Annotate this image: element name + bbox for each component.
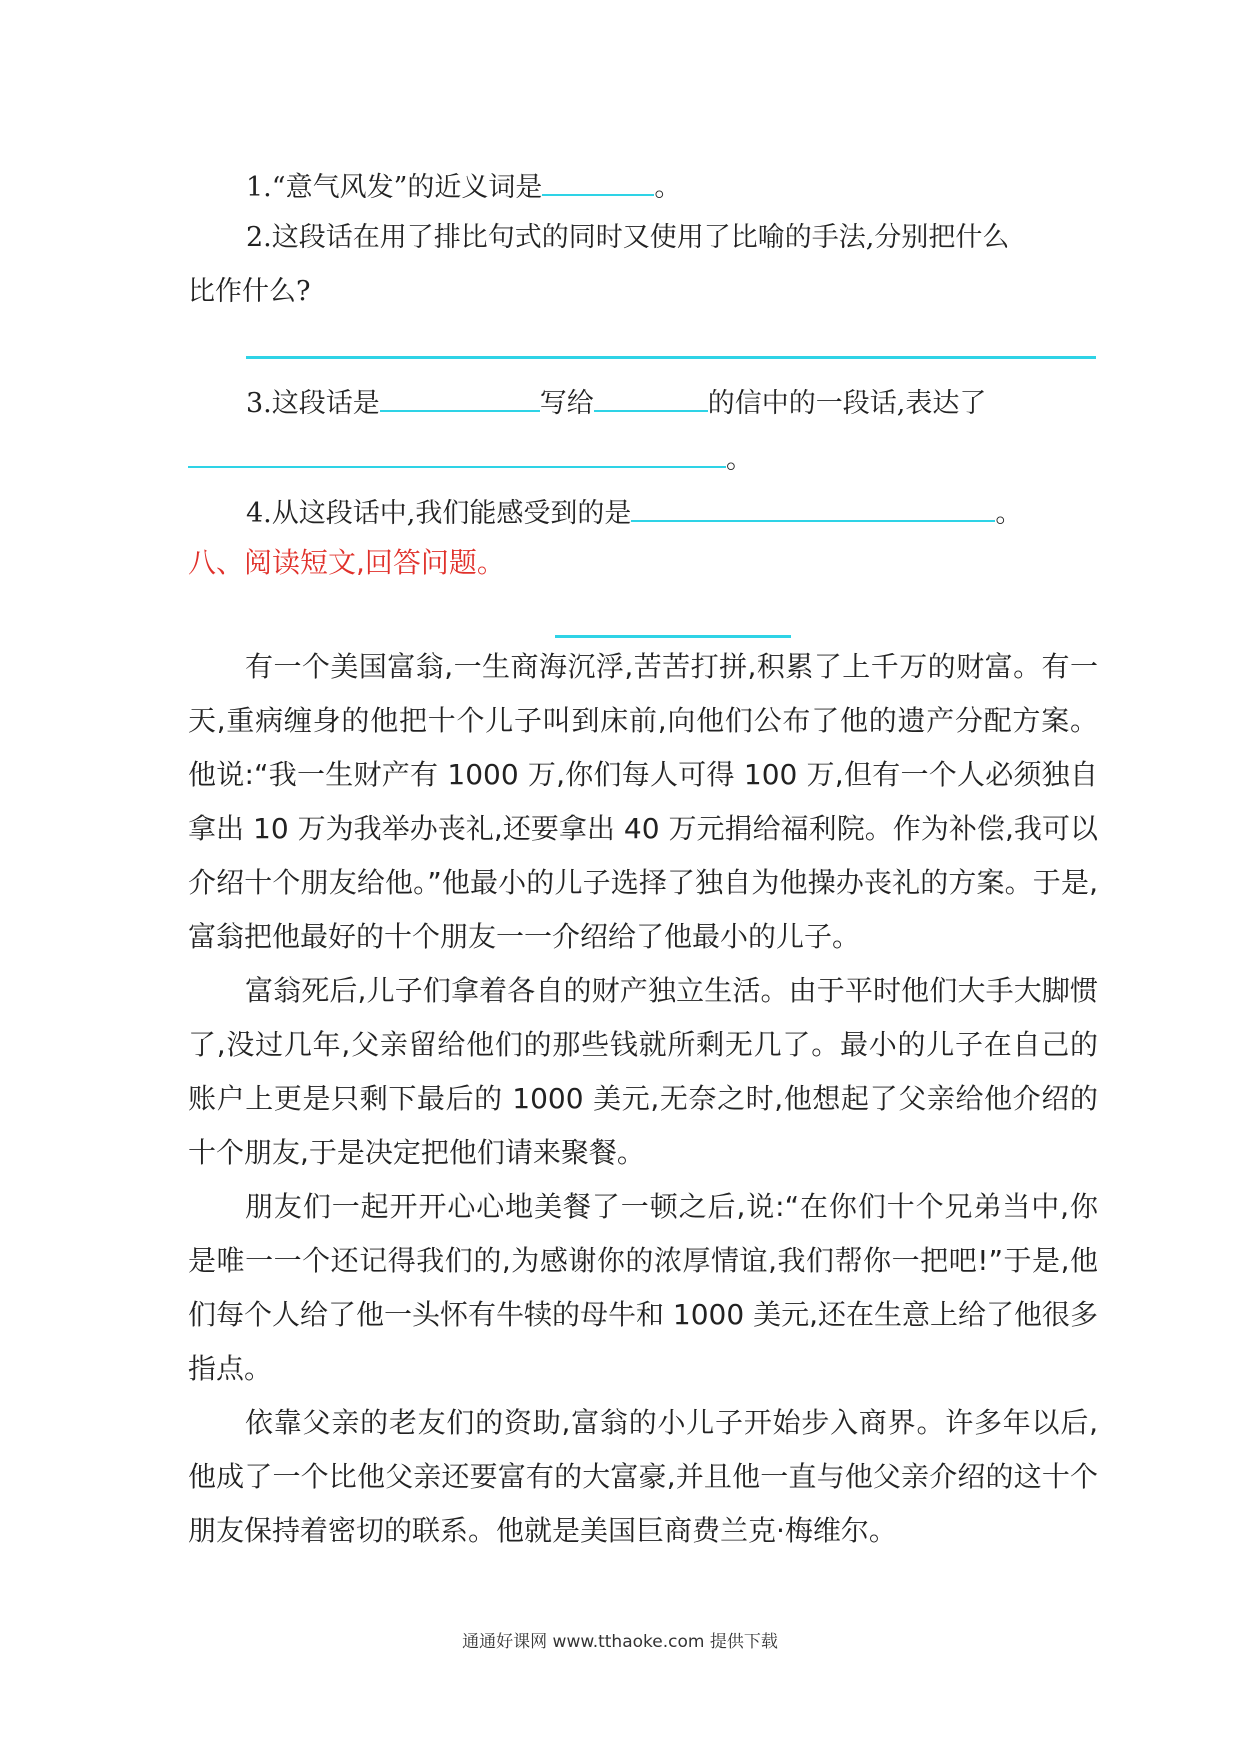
passage-paragraph-4: 依靠父亲的老友们的资助,富翁的小儿子开始步入商界。许多年以后,他成了一个比他父亲还要富有的大富豪,并且他一直与他父亲介绍的这十个朋友保持着密切的联系。他就是美国巨商费兰克·梅维尔。 (188, 1406, 1098, 1547)
answer-blank-3c[interactable] (188, 436, 726, 468)
question-1 (246, 164, 681, 208)
passage-paragraph-1: 有一个美国富翁,一生商海沉浮,苦苦打拼,积累了上千万的财富。有一天,重病缠身的他把十个儿子叫到床前,向他们公布了他的遗产分配方案。他说:“我一生财产有 1000 万,你们每人可得 100 万,但有一个人必须独自拿出 10 万为我举办丧礼,还要拿出 40 万元捐给福利院。作为补偿,我可以介绍十个朋友给他。”他最小的儿子选择了独自为他操办丧礼的方案。于是,富翁把他最好的十个朋友一一介绍给了他最小的儿子。 (188, 650, 1098, 953)
title-answer-line[interactable] (555, 635, 791, 638)
answer-blank-4[interactable] (631, 490, 995, 522)
question-3-end: 。 (726, 444, 753, 475)
question-4-text: 4.从这段话中,我们能感受到的是 (246, 498, 632, 529)
section-heading: 八、阅读短文,回答问题。 (188, 546, 505, 579)
question-3-part-2: 写给 (539, 388, 594, 419)
answer-blank-1[interactable] (542, 164, 654, 196)
question-1-text: 1.“意气风发”的近义词是 (246, 172, 543, 203)
question-2-text: 2.这段话在用了排比句式的同时又使用了比喻的手法,分别把什么 (246, 222, 1010, 253)
footer-credit: 通通好课网 www.tthaoke.com 提供下载 (462, 1632, 778, 1652)
question-2-line-1 (246, 218, 1009, 258)
answer-line-2[interactable] (246, 356, 1096, 359)
passage-paragraph-3: 朋友们一起开开心心地美餐了一顿之后,说:“在你们十个兄弟当中,你是唯一一个还记得我们的,为感谢你的浓厚情谊,我们帮你一把吧!”于是,他们每个人给了他一头怀有牛犊的母牛和 1000 美元,还在生意上给了他很多指点。 (188, 1190, 1098, 1385)
question-3 (246, 380, 986, 424)
question-2-text-cont: 比作什么? (188, 276, 311, 307)
passage-paragraph-2: 富翁死后,儿子们拿着各自的财产独立生活。由于平时他们大手大脚惯了,没过几年,父亲留给他们的那些钱就所剩无几了。最小的儿子在自己的账户上更是只剩下最后的 1000 美元,无奈之时,他想起了父亲给他介绍的十个朋友,于是决定把他们请来聚餐。 (188, 974, 1098, 1169)
question-3-part-1: 3.这段话是 (246, 388, 380, 419)
question-3-line-2 (188, 436, 753, 480)
question-4 (246, 490, 1022, 534)
question-4-end: 。 (995, 498, 1023, 529)
question-3-part-3: 的信中的一段话,表达了 (707, 388, 987, 419)
answer-blank-3b[interactable] (594, 380, 708, 412)
answer-blank-3a[interactable] (380, 380, 540, 412)
question-2-line-2 (188, 272, 310, 312)
question-1-end: 。 (654, 172, 682, 203)
